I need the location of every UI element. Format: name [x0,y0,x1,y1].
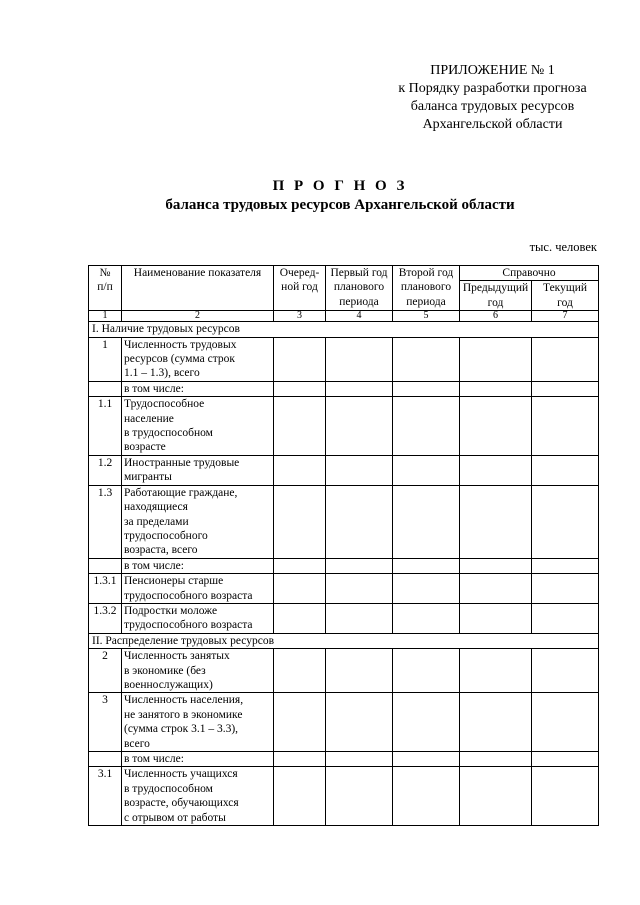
row-number: 3 [89,693,122,752]
row-number: 2 [89,649,122,693]
value-cell [274,485,326,558]
row-name-line: не занятого в экономике [124,708,243,721]
row-name: в том числе: [122,381,274,396]
row-name [122,397,274,456]
value-cell [460,649,532,693]
appendix-block [380,62,605,134]
header-name [122,266,274,311]
value-cell [532,485,599,558]
row-name-line: Работающие граждане, [124,486,238,499]
value-cell [274,767,326,826]
header-num [89,266,122,311]
row-number: 3.1 [89,767,122,826]
appendix-title: ПРИЛОЖЕНИЕ № 1 [430,63,555,78]
table-row [89,397,599,456]
table-row [89,649,599,693]
section-title: I. Наличие трудовых ресурсов [89,322,599,337]
value-cell [460,558,532,573]
row-number [89,752,122,767]
header-reference: Справочно [460,266,599,281]
header-text: п/п [97,281,113,294]
row-number: 1 [89,337,122,381]
value-cell [532,558,599,573]
value-cell [326,337,393,381]
value-cell [274,752,326,767]
value-cell [460,337,532,381]
value-cell [460,603,532,633]
row-number: 1.3 [89,485,122,558]
table-row [89,485,599,558]
row-number: 1.3.1 [89,574,122,604]
value-cell [393,381,460,396]
value-cell [532,337,599,381]
header-text: № [99,267,111,279]
row-name-line: 1.1 – 1.3), всего [124,367,200,380]
value-cell [393,752,460,767]
header-text: Предыдущий [462,282,529,295]
header-text: Очеред- [279,267,320,279]
row-number: 1.1 [89,397,122,456]
row-name-line: мигранты [124,471,172,484]
row-name-line: трудоспособного возраста [124,619,253,632]
row-name-line: ресурсов (сумма строк [124,353,235,366]
header-text: Второй год [398,267,454,279]
forecast-table [88,265,599,826]
value-cell [460,381,532,396]
header-text: планового [400,281,452,294]
value-cell [532,574,599,604]
value-cell [393,649,460,693]
value-cell [393,574,460,604]
table-row [89,603,599,633]
value-cell [532,397,599,456]
row-name-line: Численность населения, [124,694,244,707]
value-cell [326,381,393,396]
document-title: П Р О Г Н О З [272,178,408,194]
header-text: ной год [281,281,318,294]
value-cell [274,603,326,633]
column-number: 5 [393,311,460,322]
table-row [89,767,599,826]
column-number: 1 [89,311,122,322]
row-name [122,485,274,558]
column-number: 3 [274,311,326,322]
row-name-line: всего [124,737,150,750]
value-cell [326,455,393,485]
header-text: Текущий [542,282,588,295]
column-number: 4 [326,311,393,322]
value-cell [326,649,393,693]
table-row [89,558,599,573]
value-cell [532,752,599,767]
value-cell [460,767,532,826]
row-name-line: Численность учащихся [124,768,238,781]
header-text: периода [339,295,379,308]
value-cell [393,767,460,826]
row-name [122,574,274,604]
table-row [89,455,599,485]
value-cell [274,337,326,381]
row-name-line: Численность трудовых [124,338,237,351]
value-cell [326,767,393,826]
header-current-year [532,281,599,311]
header-second-year [393,266,460,311]
value-cell [326,752,393,767]
header-first-year [326,266,393,311]
appendix-line: к Порядку разработки прогноза [398,81,587,96]
value-cell [326,397,393,456]
row-name-line: Трудоспособное [124,398,205,411]
column-number: 6 [460,311,532,322]
value-cell [460,752,532,767]
row-name: в том числе: [122,752,274,767]
table-row [89,381,599,396]
row-name-line: (сумма строк 3.1 – 3.3), [124,723,239,736]
value-cell [532,767,599,826]
value-cell [274,693,326,752]
header-text: год [487,296,504,309]
value-cell [393,397,460,456]
header-text: Наименование показателя [133,267,262,279]
table-row [89,574,599,604]
row-number [89,558,122,573]
row-name-line: в экономике (без [124,664,206,677]
value-cell [532,649,599,693]
row-name-line: Численность занятых [124,650,230,663]
section-row [89,633,599,648]
row-number: 1.3.2 [89,603,122,633]
value-cell [393,603,460,633]
value-cell [326,558,393,573]
value-cell [326,574,393,604]
value-cell [460,485,532,558]
section-title: II. Распределение трудовых ресурсов [89,633,599,648]
value-cell [393,485,460,558]
value-cell [532,693,599,752]
row-name-line: трудоспособного возраста [124,589,253,602]
row-name-line: в трудоспособном [124,782,213,795]
row-name [122,767,274,826]
units-label: тыс. человек [529,240,597,254]
header-prev-year [460,281,532,311]
row-name-line: возраста, всего [124,544,198,557]
value-cell [532,603,599,633]
value-cell [393,693,460,752]
header-text: периода [406,295,446,308]
value-cell [393,455,460,485]
row-name-line: Иностранные трудовые [124,456,240,469]
value-cell [460,574,532,604]
value-cell [532,455,599,485]
row-name [122,603,274,633]
header-next-year [274,266,326,311]
row-name [122,693,274,752]
value-cell [460,397,532,456]
row-number: 1.2 [89,455,122,485]
row-name-line: с отрывом от работы [124,811,226,824]
section-row [89,322,599,337]
value-cell [460,455,532,485]
value-cell [274,397,326,456]
column-number-row [89,311,599,322]
row-name-line: Подростки моложе [124,604,218,617]
value-cell [274,558,326,573]
row-name-line: за пределами [124,515,189,528]
row-name [122,455,274,485]
value-cell [274,649,326,693]
value-cell [274,381,326,396]
value-cell [393,337,460,381]
appendix-line: Архангельской области [422,117,563,132]
value-cell [460,693,532,752]
value-cell [326,603,393,633]
row-name-line: возрасте, обучающихся [124,797,239,810]
value-cell [532,381,599,396]
appendix-line: баланса трудовых ресурсов [410,99,575,114]
table-row [89,693,599,752]
table-row [89,752,599,767]
header-text: год [557,296,573,309]
row-number [89,381,122,396]
row-name-line: возрасте [124,441,166,454]
document-subtitle: баланса трудовых ресурсов Архангельской области [165,197,515,213]
header-row [89,266,599,281]
header-text: Первый год [330,267,388,279]
value-cell [274,455,326,485]
row-name-line: население [124,412,174,425]
row-name-line: находящиеся [124,501,188,514]
row-name [122,649,274,693]
value-cell [274,574,326,604]
row-name: в том числе: [122,558,274,573]
header-text: планового [333,281,385,294]
row-name-line: военнослужащих) [124,678,213,691]
row-name-line: Пенсионеры старше [124,575,224,588]
value-cell [393,558,460,573]
row-name [122,337,274,381]
table-row [89,337,599,381]
row-name-line: трудоспособного [124,529,208,542]
value-cell [326,485,393,558]
column-number: 7 [532,311,599,322]
value-cell [326,693,393,752]
column-number: 2 [122,311,274,322]
row-name-line: в трудоспособном [124,427,213,440]
